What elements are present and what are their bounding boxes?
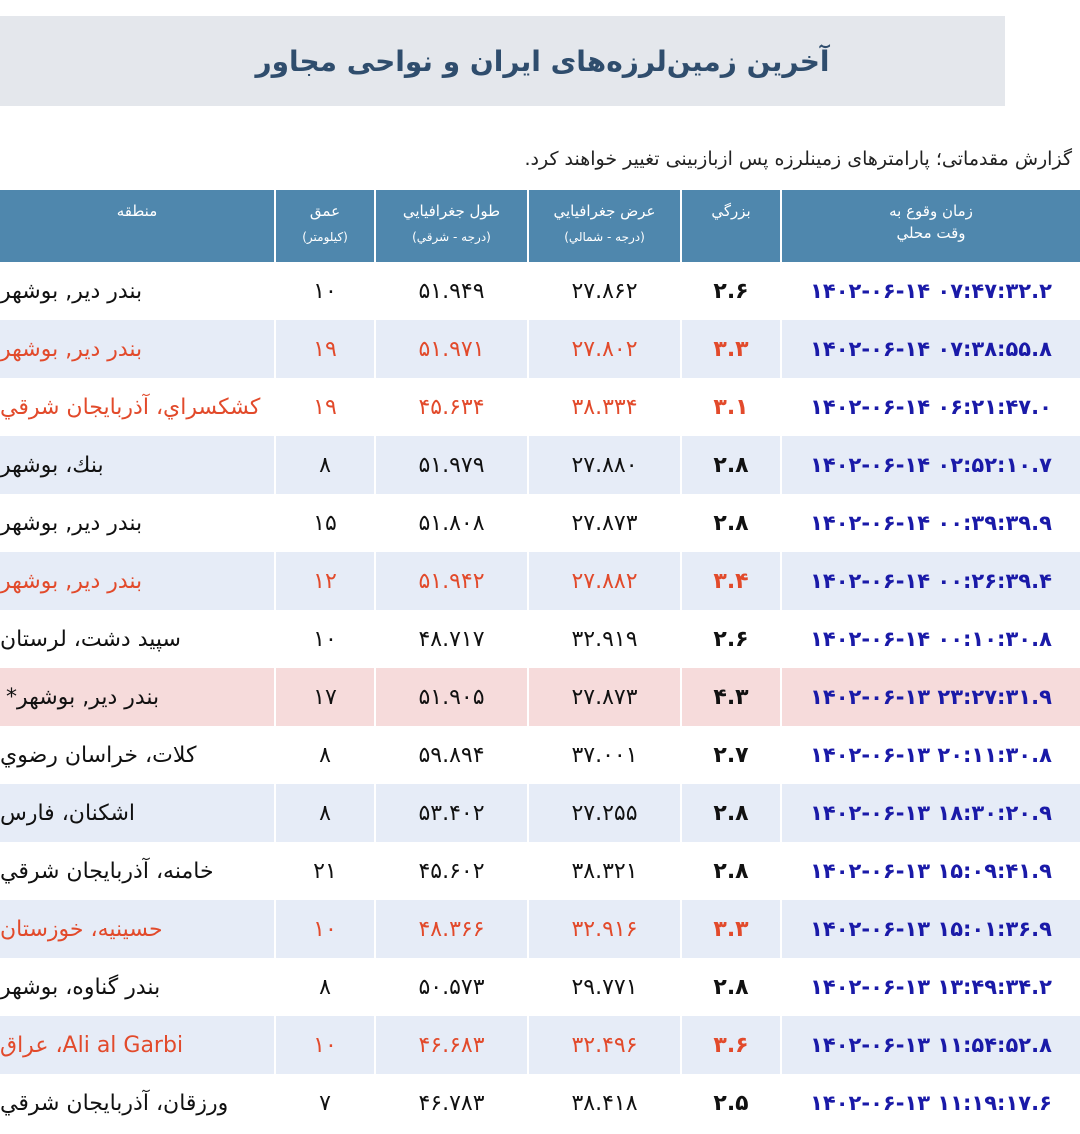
depth-cell-text: ۱۰	[313, 278, 337, 304]
depth-cell-text: ۷	[319, 1090, 331, 1116]
depth-cell	[276, 1016, 376, 1074]
latitude-cell-text: ۳۸.۳۲۱	[571, 858, 638, 884]
title-box	[0, 16, 1005, 106]
latitude-cell	[529, 1074, 682, 1132]
table-row	[0, 668, 1080, 726]
report-note: گزارش مقدماتی؛ پارامترهای زمینلرزه پس ازبازبینی تغییر خواهند کرد.	[524, 148, 1072, 170]
table-row	[0, 900, 1080, 958]
region-text: بندر دير, بوشهر	[0, 568, 143, 594]
latitude-cell	[529, 900, 682, 958]
longitude-cell-text: ۵۳.۴۰۲	[418, 800, 485, 826]
magnitude-cell-text: ۳.۶	[713, 1032, 749, 1058]
magnitude-cell-text: ۲.۸	[713, 858, 749, 884]
magnitude-cell	[682, 958, 782, 1016]
time-cell-text: ۱۴۰۲-۰۶-۱۳ ۱۵:۰۹:۴۱.۹	[810, 859, 1052, 883]
longitude-cell-text: ۴۸.۳۶۶	[418, 916, 485, 942]
region-text: اشكنان، فارس	[0, 800, 135, 826]
latitude-cell-text: ۳۲.۹۱۹	[571, 626, 638, 652]
latitude-cell	[529, 610, 682, 668]
page-title: آخرین زمین‌لرزه‌های ایران و نواحی مجاور	[255, 44, 830, 78]
time-cell	[782, 552, 1080, 610]
magnitude-cell-text: ۲.۸	[713, 510, 749, 536]
depth-cell	[276, 494, 376, 552]
depth-cell-text: ۱۷	[313, 684, 337, 710]
table-row	[0, 494, 1080, 552]
depth-cell-text: ۱۵	[313, 510, 337, 536]
table-row	[0, 784, 1080, 842]
depth-cell	[276, 668, 376, 726]
region-text: ورزقان، آذربايجان شرقي	[0, 1090, 229, 1116]
depth-cell	[276, 610, 376, 668]
region-text: كلات، خراسان رضوي	[0, 742, 197, 768]
depth-cell-text: ۱۲	[313, 568, 337, 594]
region-text: بندر دير, بوشهر	[0, 336, 143, 362]
longitude-cell-text: ۵۹.۸۹۴	[418, 742, 485, 768]
region-cell	[0, 958, 276, 1016]
longitude-cell-text: ۵۱.۹۴۹	[418, 278, 485, 304]
latitude-cell	[529, 958, 682, 1016]
latitude-cell	[529, 320, 682, 378]
region-cell	[0, 494, 276, 552]
header-time: زمان وقوع به وقت محلي	[782, 190, 1080, 262]
latitude-cell-text: ۲۷.۸۷۳	[571, 510, 638, 536]
latitude-cell-text: ۳۸.۴۱۸	[571, 1090, 638, 1116]
longitude-cell	[376, 378, 529, 436]
latitude-cell-text: ۲۷.۸۰۲	[571, 336, 638, 362]
region-cell	[0, 1074, 276, 1132]
magnitude-cell-text: ۲.۶	[713, 278, 749, 304]
longitude-cell	[376, 900, 529, 958]
longitude-cell	[376, 668, 529, 726]
longitude-cell-text: ۴۶.۶۸۳	[418, 1032, 485, 1058]
magnitude-cell	[682, 436, 782, 494]
header-depth: عمق (کیلومتر)	[276, 190, 376, 262]
magnitude-cell	[682, 668, 782, 726]
time-cell-text: ۱۴۰۲-۰۶-۱۳ ۱۵:۰۱:۳۶.۹	[810, 917, 1052, 941]
latitude-cell-text: ۲۷.۸۸۲	[571, 568, 638, 594]
time-cell-text: ۱۴۰۲-۰۶-۱۳ ۱۸:۳۰:۲۰.۹	[810, 801, 1052, 825]
latitude-cell	[529, 378, 682, 436]
magnitude-cell-text: ۲.۵	[713, 1090, 749, 1116]
longitude-cell	[376, 436, 529, 494]
region-text: بندر دير, بوشهر	[0, 278, 143, 304]
table-row	[0, 726, 1080, 784]
depth-cell	[276, 378, 376, 436]
longitude-cell-text: ۴۵.۶۰۲	[418, 858, 485, 884]
region-text: بندر گناوه، بوشهر	[0, 974, 161, 1000]
latitude-cell-text: ۲۷.۸۸۰	[571, 452, 638, 478]
latitude-cell-text: ۳۸.۳۳۴	[571, 394, 638, 420]
longitude-cell-text: ۵۱.۸۰۸	[418, 510, 485, 536]
region-cell	[0, 900, 276, 958]
depth-cell	[276, 262, 376, 320]
magnitude-cell	[682, 900, 782, 958]
star-marker: *	[6, 684, 17, 710]
longitude-cell	[376, 320, 529, 378]
time-cell	[782, 958, 1080, 1016]
header-region: منطقه	[0, 190, 276, 262]
latitude-cell-text: ۲۷.۲۵۵	[571, 800, 638, 826]
region-cell	[0, 436, 276, 494]
time-cell-text: ۱۴۰۲-۰۶-۱۴ ۰۲:۵۲:۱۰.۷	[810, 453, 1052, 477]
time-cell	[782, 378, 1080, 436]
latitude-cell-text: ۳۲.۴۹۶	[571, 1032, 638, 1058]
longitude-cell	[376, 494, 529, 552]
region-cell	[0, 842, 276, 900]
magnitude-cell-text: ۲.۶	[713, 626, 749, 652]
longitude-cell	[376, 784, 529, 842]
latitude-cell-text: ۳۷.۰۰۱	[571, 742, 638, 768]
depth-cell-text: ۸	[319, 800, 331, 826]
time-cell-text: ۱۴۰۲-۰۶-۱۳ ۲۰:۱۱:۳۰.۸	[810, 743, 1052, 767]
depth-cell	[276, 436, 376, 494]
depth-cell-text: ۱۰	[313, 626, 337, 652]
depth-cell-text: ۸	[319, 742, 331, 768]
longitude-cell-text: ۵۱.۹۷۹	[418, 452, 485, 478]
time-cell-text: ۱۴۰۲-۰۶-۱۴ ۰۷:۳۸:۵۵.۸	[810, 337, 1052, 361]
time-cell-text: ۱۴۰۲-۰۶-۱۴ ۰۰:۳۹:۳۹.۹	[810, 511, 1052, 535]
depth-cell	[276, 552, 376, 610]
region-text: سپيد دشت، لرستان	[0, 626, 181, 652]
time-cell-text: ۱۴۰۲-۰۶-۱۳ ۱۱:۵۴:۵۲.۸	[810, 1033, 1052, 1057]
longitude-cell-text: ۵۱.۹۰۵	[418, 684, 485, 710]
table-row	[0, 552, 1080, 610]
magnitude-cell-text: ۲.۷	[713, 742, 749, 768]
depth-cell	[276, 320, 376, 378]
region-cell	[0, 668, 276, 726]
table-row	[0, 378, 1080, 436]
longitude-cell	[376, 842, 529, 900]
depth-cell	[276, 1074, 376, 1132]
time-cell	[782, 262, 1080, 320]
magnitude-cell	[682, 610, 782, 668]
time-cell	[782, 900, 1080, 958]
magnitude-cell	[682, 552, 782, 610]
time-cell	[782, 494, 1080, 552]
time-cell	[782, 842, 1080, 900]
magnitude-cell-text: ۳.۱	[713, 394, 749, 420]
magnitude-cell	[682, 784, 782, 842]
depth-cell-text: ۱۹	[313, 336, 337, 362]
region-text: بندر دير, بوشهر	[17, 684, 160, 710]
table-body	[0, 262, 1080, 1132]
latitude-cell	[529, 784, 682, 842]
latitude-cell	[529, 494, 682, 552]
time-cell	[782, 1074, 1080, 1132]
region-text: Ali al Garbi، عراق	[0, 1032, 184, 1058]
time-cell-text: ۱۴۰۲-۰۶-۱۴ ۰۰:۱۰:۳۰.۸	[810, 627, 1052, 651]
region-cell	[0, 262, 276, 320]
magnitude-cell	[682, 726, 782, 784]
longitude-cell	[376, 1016, 529, 1074]
table-row	[0, 1016, 1080, 1074]
depth-cell-text: ۱۹	[313, 394, 337, 420]
latitude-cell	[529, 726, 682, 784]
time-cell	[782, 436, 1080, 494]
header-longitude: طول جغرافيايي (درجه - شرقي)	[376, 190, 529, 262]
magnitude-cell-text: ۴.۳	[713, 684, 749, 710]
time-cell-text: ۱۴۰۲-۰۶-۱۴ ۰۶:۲۱:۴۷.۰	[810, 395, 1052, 419]
time-cell-text: ۱۴۰۲-۰۶-۱۳ ۱۳:۴۹:۳۴.۲	[810, 975, 1052, 999]
magnitude-cell	[682, 1016, 782, 1074]
time-cell	[782, 784, 1080, 842]
depth-cell-text: ۲۱	[313, 858, 337, 884]
longitude-cell	[376, 958, 529, 1016]
latitude-cell	[529, 842, 682, 900]
depth-cell-text: ۱۰	[313, 1032, 337, 1058]
magnitude-cell-text: ۳.۳	[713, 916, 749, 942]
time-cell	[782, 610, 1080, 668]
depth-cell-text: ۱۰	[313, 916, 337, 942]
table-header	[0, 190, 1080, 262]
latitude-cell-text: ۲۷.۸۷۳	[571, 684, 638, 710]
time-cell	[782, 726, 1080, 784]
magnitude-cell-text: ۲.۸	[713, 974, 749, 1000]
table-row	[0, 436, 1080, 494]
region-cell	[0, 610, 276, 668]
table-row	[0, 320, 1080, 378]
depth-cell	[276, 784, 376, 842]
longitude-cell-text: ۵۰.۵۷۳	[418, 974, 485, 1000]
table-row	[0, 842, 1080, 900]
longitude-cell	[376, 610, 529, 668]
latitude-cell-text: ۲۹.۷۷۱	[571, 974, 638, 1000]
region-cell	[0, 378, 276, 436]
region-cell	[0, 552, 276, 610]
latitude-cell	[529, 552, 682, 610]
latitude-cell	[529, 436, 682, 494]
region-cell	[0, 784, 276, 842]
depth-cell	[276, 842, 376, 900]
magnitude-cell	[682, 262, 782, 320]
region-text: خامنه، آذربايجان شرقي	[0, 858, 214, 884]
longitude-cell-text: ۵۱.۹۷۱	[418, 336, 485, 362]
latitude-cell-text: ۲۷.۸۶۲	[571, 278, 638, 304]
region-text: حسينيه، خوزستان	[0, 916, 163, 942]
depth-cell	[276, 726, 376, 784]
longitude-cell	[376, 262, 529, 320]
time-cell-text: ۱۴۰۲-۰۶-۱۴ ۰۰:۲۶:۳۹.۴	[810, 569, 1052, 593]
table-row	[0, 1074, 1080, 1132]
region-text: بندر دير, بوشهر	[0, 510, 143, 536]
longitude-cell-text: ۴۵.۶۳۴	[418, 394, 485, 420]
region-cell	[0, 726, 276, 784]
header-magnitude: بزرگي	[682, 190, 782, 262]
longitude-cell-text: ۵۱.۹۴۲	[418, 568, 485, 594]
magnitude-cell-text: ۳.۴	[713, 568, 749, 594]
longitude-cell-text: ۴۶.۷۸۳	[418, 1090, 485, 1116]
table-row	[0, 610, 1080, 668]
magnitude-cell-text: ۲.۸	[713, 452, 749, 478]
time-cell-text: ۱۴۰۲-۰۶-۱۳ ۱۱:۱۹:۱۷.۶	[810, 1091, 1052, 1115]
magnitude-cell	[682, 1074, 782, 1132]
longitude-cell	[376, 726, 529, 784]
longitude-cell	[376, 1074, 529, 1132]
earthquake-table	[0, 190, 1080, 1132]
magnitude-cell-text: ۳.۳	[713, 336, 749, 362]
time-cell-text: ۱۴۰۲-۰۶-۱۴ ۰۷:۴۷:۳۲.۲	[810, 279, 1052, 303]
region-text: كشكسراي، آذربايجان شرقي	[0, 394, 261, 420]
depth-cell-text: ۸	[319, 974, 331, 1000]
depth-cell	[276, 958, 376, 1016]
magnitude-cell	[682, 320, 782, 378]
latitude-cell	[529, 1016, 682, 1074]
depth-cell-text: ۸	[319, 452, 331, 478]
time-cell	[782, 320, 1080, 378]
header-latitude: عرض جغرافيايي (درجه - شمالي)	[529, 190, 682, 262]
longitude-cell-text: ۴۸.۷۱۷	[418, 626, 485, 652]
magnitude-cell-text: ۲.۸	[713, 800, 749, 826]
latitude-cell	[529, 262, 682, 320]
time-cell-text: ۱۴۰۲-۰۶-۱۳ ۲۳:۲۷:۳۱.۹	[810, 685, 1052, 709]
magnitude-cell	[682, 378, 782, 436]
latitude-cell-text: ۳۲.۹۱۶	[571, 916, 638, 942]
magnitude-cell	[682, 494, 782, 552]
region-cell	[0, 1016, 276, 1074]
longitude-cell	[376, 552, 529, 610]
table-row	[0, 262, 1080, 320]
depth-cell	[276, 900, 376, 958]
region-text: بنك، بوشهر	[0, 452, 104, 478]
table-row	[0, 958, 1080, 1016]
time-cell	[782, 668, 1080, 726]
latitude-cell	[529, 668, 682, 726]
time-cell	[782, 1016, 1080, 1074]
magnitude-cell	[682, 842, 782, 900]
region-cell	[0, 320, 276, 378]
